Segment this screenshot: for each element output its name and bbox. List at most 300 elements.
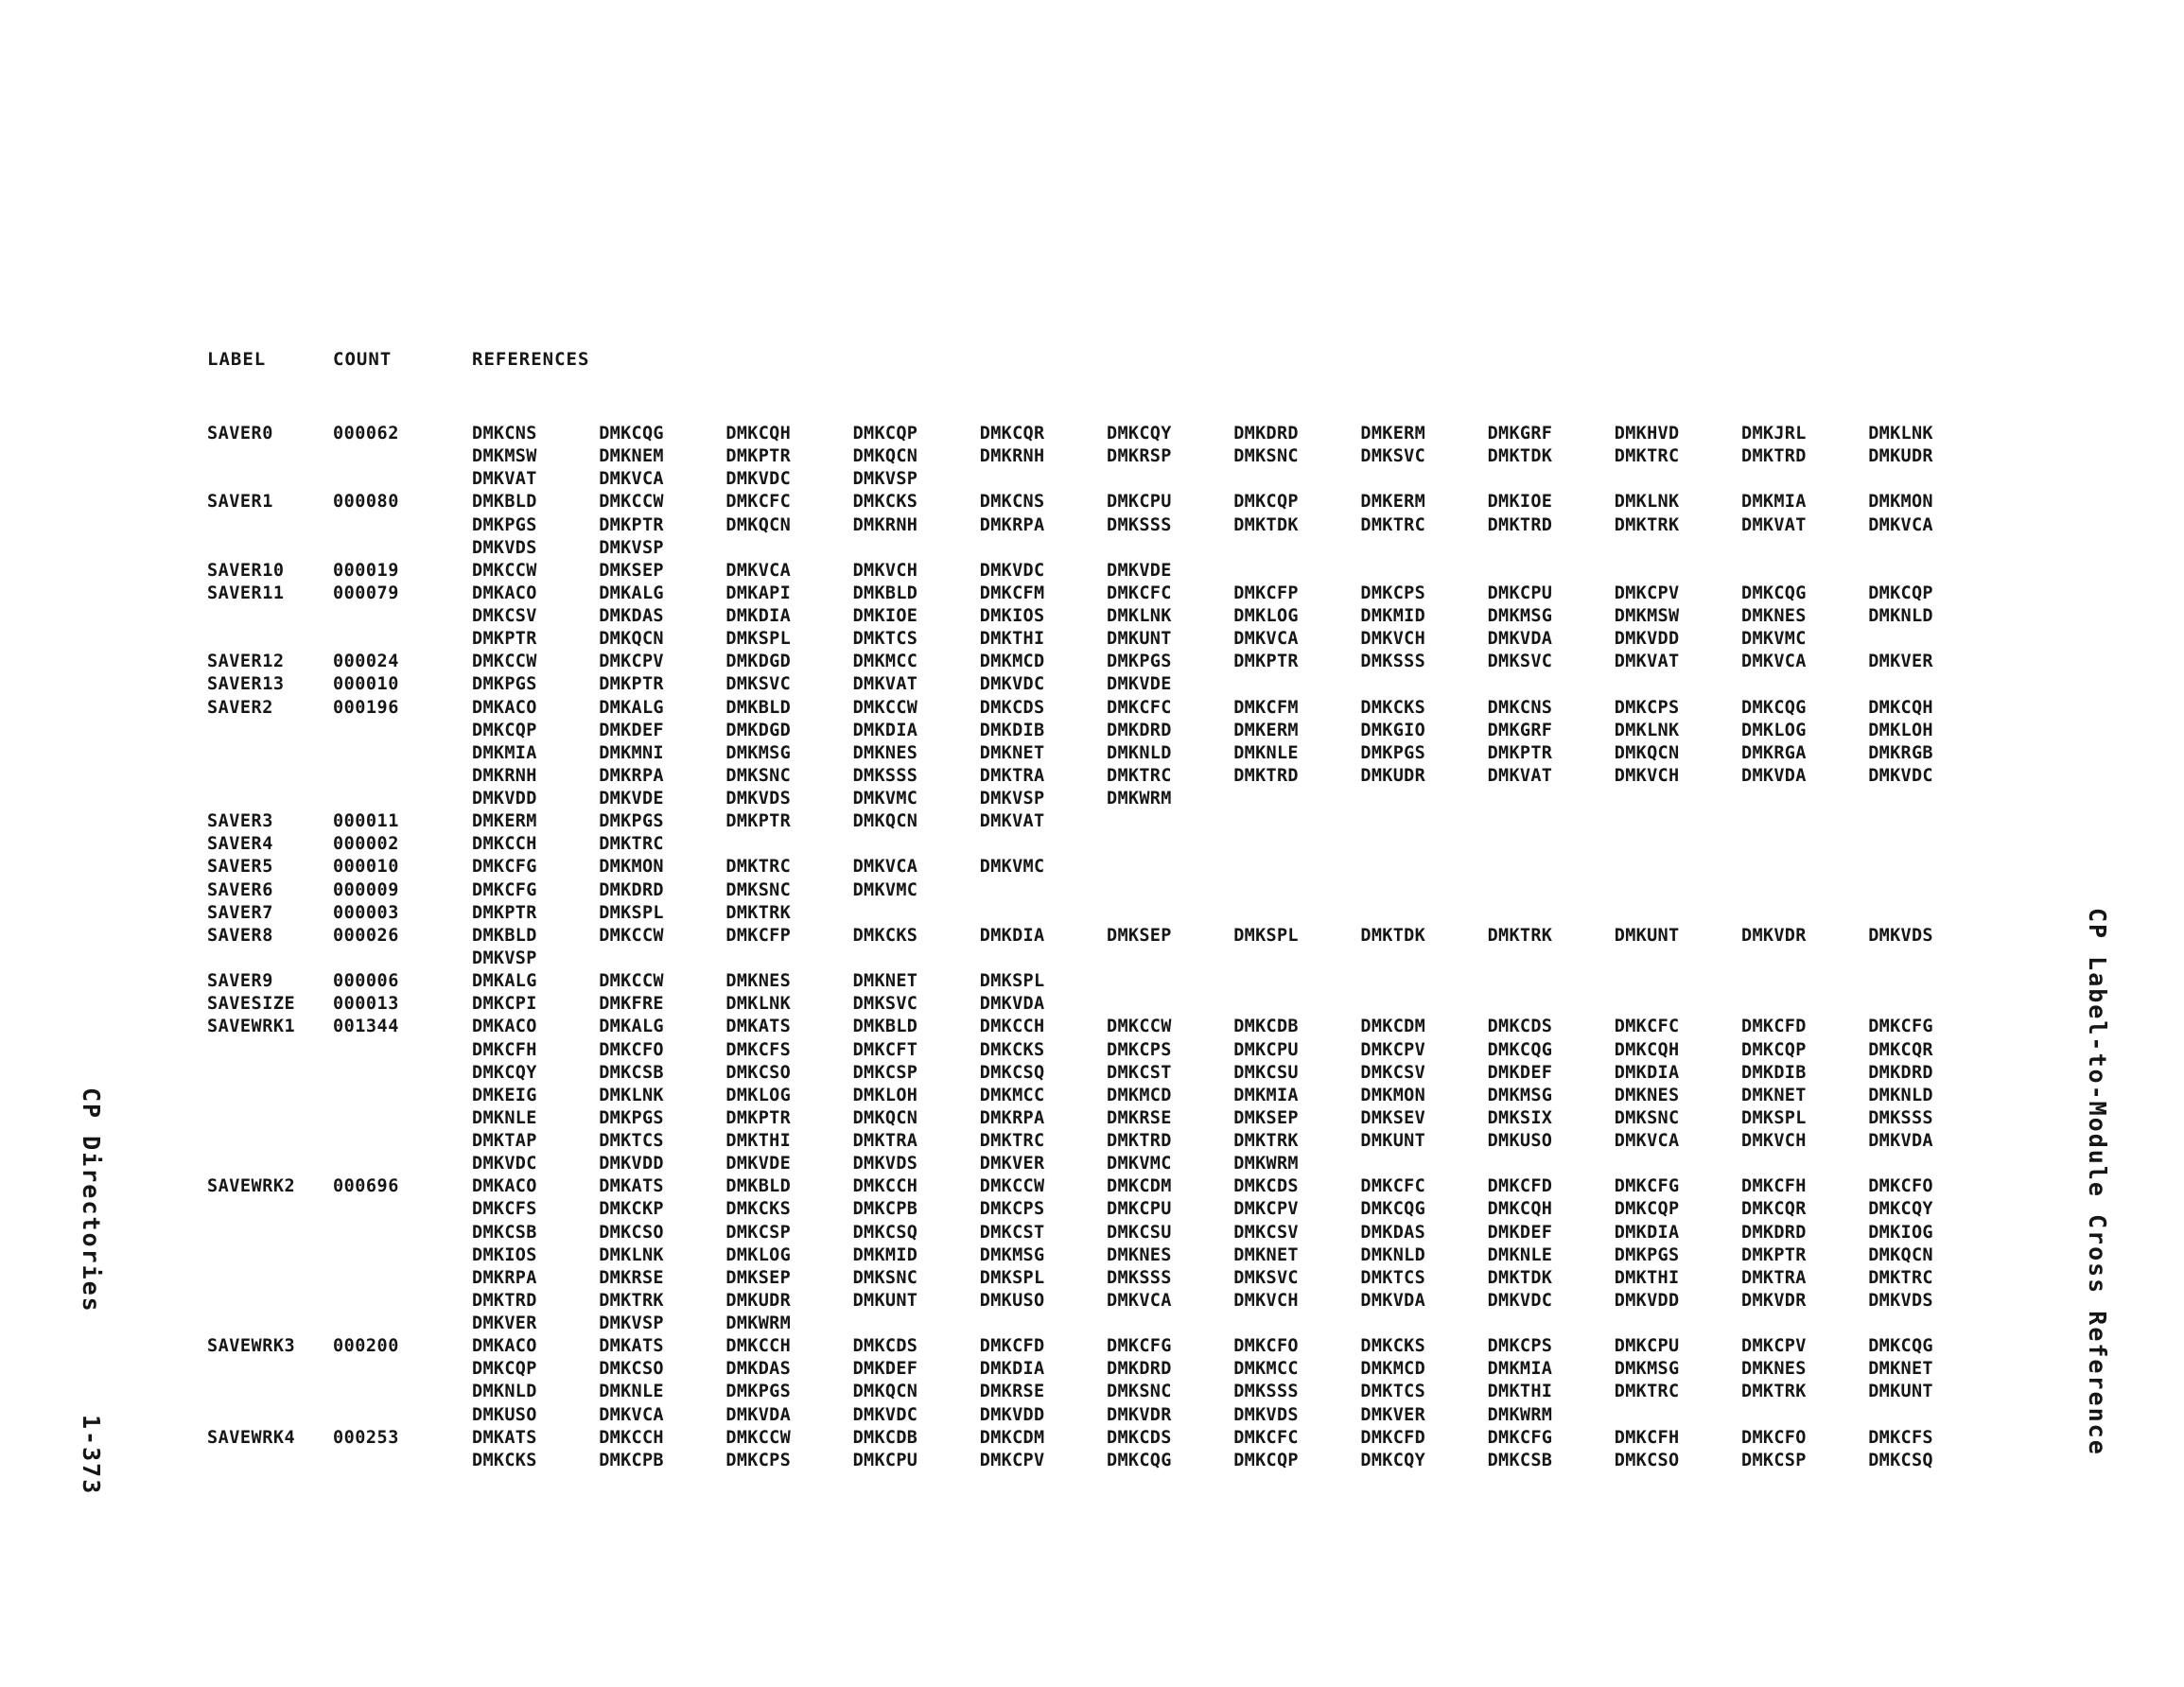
row-count: 000002 — [333, 834, 399, 855]
module-reference: DMKALG — [599, 697, 664, 718]
module-reference: DMKVCH — [1741, 1131, 1807, 1152]
module-reference: DMKTRA — [852, 1131, 918, 1152]
module-reference: DMKVER — [1360, 1404, 1426, 1425]
module-reference: DMKDEF — [599, 720, 664, 740]
module-reference: DMKCQG — [599, 424, 664, 443]
module-reference: DMKDRD — [1868, 1062, 1933, 1083]
module-reference: DMKCPS — [725, 1450, 792, 1470]
module-reference: DMKMSG — [979, 1244, 1045, 1265]
listing-row — [0, 766, 1986, 789]
module-reference: DMKNLE — [472, 1107, 537, 1128]
module-reference: DMKALG — [472, 971, 537, 992]
module-reference: DMKTRC — [1614, 1382, 1680, 1402]
module-reference: DMKMSW — [1614, 606, 1680, 627]
module-reference: DMKCFP — [725, 925, 792, 946]
module-reference: DMKUDR — [1360, 765, 1426, 786]
module-reference: DMKCFD — [1360, 1427, 1426, 1448]
module-reference: DMKTRC — [1107, 765, 1172, 786]
module-reference: DMKERM — [1360, 492, 1426, 513]
module-reference: DMKMSG — [1614, 1359, 1680, 1380]
module-reference: DMKVCH — [1360, 629, 1426, 650]
module-reference: DMKCPU — [852, 1450, 918, 1470]
listing-row — [0, 948, 1986, 971]
module-reference: DMKLOG — [1741, 720, 1807, 740]
module-reference: DMKTHI — [1614, 1267, 1680, 1288]
module-reference: DMKJRL — [1741, 424, 1807, 443]
module-reference: DMKCKP — [599, 1199, 664, 1220]
module-reference: DMKVDD — [1614, 629, 1680, 650]
row-label: SAVER13 — [207, 674, 285, 695]
module-reference: DMKPGS — [599, 1107, 664, 1128]
listing-row — [0, 971, 1986, 994]
module-reference: DMKSNC — [852, 1267, 918, 1288]
module-reference: DMKSNC — [725, 879, 792, 900]
row-label: SAVER1 — [207, 492, 273, 513]
module-reference: DMKVDC — [852, 1404, 918, 1425]
module-reference: DMKHVD — [1614, 424, 1680, 443]
module-reference: DMKCPV — [599, 652, 664, 672]
module-reference: DMKVDD — [599, 1154, 664, 1174]
listing-row — [0, 1017, 1986, 1039]
module-reference: DMKMID — [1360, 606, 1426, 627]
module-reference: DMKTRD — [1487, 514, 1553, 535]
module-reference: DMKRSE — [1107, 1107, 1172, 1128]
module-reference: DMKDRD — [1741, 1222, 1807, 1243]
module-reference: DMKSVC — [725, 674, 792, 695]
module-reference: DMKVSP — [979, 789, 1045, 809]
row-count: 000026 — [333, 925, 399, 946]
module-reference: DMKCCW — [1107, 1017, 1172, 1037]
module-reference: DMKTRC — [599, 834, 664, 855]
module-reference: DMKMCD — [1107, 1085, 1172, 1105]
module-reference: DMKAPI — [725, 583, 792, 603]
module-reference: DMKLNK — [1868, 424, 1933, 443]
listing-row — [0, 743, 1986, 766]
module-reference: DMKLOG — [1233, 606, 1299, 627]
module-reference: DMKCDB — [852, 1427, 918, 1448]
module-reference: DMKCFG — [1487, 1427, 1553, 1448]
module-reference: DMKCFO — [1741, 1427, 1807, 1448]
module-reference: DMKNLD — [472, 1382, 537, 1402]
module-reference: DMKEIG — [472, 1085, 537, 1105]
module-reference: DMKCQH — [1487, 1199, 1553, 1220]
module-reference: DMKNLE — [1487, 1244, 1553, 1265]
module-reference: DMKCFO — [599, 1039, 664, 1060]
module-reference: DMKCSU — [1233, 1062, 1299, 1083]
module-reference: DMKVAT — [852, 674, 918, 695]
module-reference: DMKNES — [1614, 1085, 1680, 1105]
module-reference: DMKVDE — [725, 1154, 792, 1174]
module-reference: DMKBLD — [472, 492, 537, 513]
module-reference: DMKSEV — [1360, 1107, 1426, 1128]
module-reference: DMKVDC — [472, 1154, 537, 1174]
module-reference: DMKALG — [599, 583, 664, 603]
module-reference: DMKNET — [852, 971, 918, 992]
module-reference: DMKTRC — [725, 857, 792, 878]
module-reference: DMKWRM — [1487, 1404, 1553, 1425]
module-reference: DMKNES — [1741, 606, 1807, 627]
module-reference: DMKNET — [1741, 1085, 1807, 1105]
module-reference: DMKRGB — [1868, 742, 1933, 763]
module-reference: DMKIOS — [472, 1244, 537, 1265]
listing-row — [0, 1040, 1986, 1063]
module-reference: DMKCQG — [1868, 1336, 1933, 1357]
row-label: SAVER3 — [207, 811, 273, 832]
module-reference: DMKCSP — [1741, 1450, 1807, 1470]
module-reference: DMKSSS — [1360, 652, 1426, 672]
module-reference: DMKUDR — [1868, 446, 1933, 467]
module-reference: DMKCFT — [852, 1039, 918, 1060]
module-reference: DMKCCH — [725, 1336, 792, 1357]
module-reference: DMKFRE — [599, 994, 664, 1015]
module-reference: DMKCFC — [1107, 583, 1172, 603]
module-reference: DMKTDK — [1233, 514, 1299, 535]
module-reference: DMKVAT — [1487, 765, 1553, 786]
module-reference: DMKPTR — [1487, 742, 1553, 763]
row-label: SAVESIZE — [207, 994, 296, 1015]
module-reference: DMKSEP — [1107, 925, 1172, 946]
module-reference: DMKDIA — [1614, 1222, 1680, 1243]
module-reference: DMKVDA — [979, 994, 1045, 1015]
module-reference: DMKBLD — [725, 697, 792, 718]
row-label: SAVER6 — [207, 879, 273, 900]
module-reference: DMKCPI — [472, 994, 537, 1015]
listing-row — [0, 880, 1986, 903]
module-reference: DMKNLD — [1868, 1085, 1933, 1105]
row-label: SAVER10 — [207, 560, 285, 581]
module-reference: DMKDEF — [1487, 1062, 1553, 1083]
module-reference: DMKQCN — [725, 514, 792, 535]
listing-row — [0, 561, 1986, 583]
module-reference: DMKCDS — [1487, 1017, 1553, 1037]
module-reference: DMKMCC — [1233, 1359, 1299, 1380]
listing-row — [0, 1063, 1986, 1086]
listing-row — [0, 606, 1986, 629]
module-reference: DMKMSW — [472, 446, 537, 467]
module-reference: DMKIOS — [979, 606, 1045, 627]
module-reference: DMKCQP — [1741, 1039, 1807, 1060]
module-reference: DMKWRM — [725, 1313, 792, 1334]
module-reference: DMKCKS — [725, 1199, 792, 1220]
module-reference: DMKLNK — [599, 1085, 664, 1105]
module-reference: DMKSSS — [852, 765, 918, 786]
listing-row — [0, 1382, 1986, 1404]
module-reference: DMKDRD — [1107, 1359, 1172, 1380]
module-reference: DMKQCN — [1868, 1244, 1933, 1265]
module-reference: DMKDIA — [979, 925, 1045, 946]
module-reference: DMKCCW — [599, 971, 664, 992]
module-reference: DMKVDA — [725, 1404, 792, 1425]
module-reference: DMKLNK — [599, 1244, 664, 1265]
row-count: 000009 — [333, 879, 399, 900]
listing-row — [0, 698, 1986, 721]
module-reference: DMKPTR — [725, 446, 792, 467]
module-reference: DMKMIA — [1741, 492, 1807, 513]
module-reference: DMKSPL — [979, 1267, 1045, 1288]
module-reference: DMKUSO — [1487, 1131, 1553, 1152]
row-count: 001344 — [333, 1017, 399, 1037]
module-reference: DMKDGD — [725, 720, 792, 740]
module-reference: DMKTRD — [1233, 765, 1299, 786]
listing-row — [0, 1154, 1986, 1176]
row-count: 000006 — [333, 971, 399, 992]
module-reference: DMKVDE — [1107, 560, 1172, 581]
module-reference: DMKTHI — [725, 1131, 792, 1152]
module-reference: DMKLNK — [725, 994, 792, 1015]
module-reference: DMKTRK — [1614, 514, 1680, 535]
module-reference: DMKMIA — [1487, 1359, 1553, 1380]
module-reference: DMKVCA — [599, 1404, 664, 1425]
module-reference: DMKTRK — [725, 902, 792, 923]
module-reference: DMKCPS — [1487, 1336, 1553, 1357]
module-reference: DMKCCH — [472, 834, 537, 855]
module-reference: DMKTCS — [852, 629, 918, 650]
module-reference: DMKRPA — [472, 1267, 537, 1288]
module-reference: DMKVCA — [725, 560, 792, 581]
module-reference: DMKVER — [472, 1313, 537, 1334]
module-reference: DMKERM — [472, 811, 537, 832]
module-reference: DMKLOG — [725, 1085, 792, 1105]
module-reference: DMKTHI — [1487, 1382, 1553, 1402]
module-reference: DMKVDA — [1741, 765, 1807, 786]
module-reference: DMKMIA — [472, 742, 537, 763]
module-reference: DMKCFD — [1741, 1017, 1807, 1037]
listing-row — [0, 857, 1986, 879]
module-reference: DMKTRK — [1233, 1131, 1299, 1152]
module-reference: DMKCCW — [852, 697, 918, 718]
module-reference: DMKCSO — [725, 1062, 792, 1083]
module-reference: DMKMIA — [1233, 1085, 1299, 1105]
module-reference: DMKCQY — [1868, 1199, 1933, 1220]
module-reference: DMKCQP — [472, 720, 537, 740]
row-count: 000003 — [333, 902, 399, 923]
module-reference: DMKIOE — [852, 606, 918, 627]
module-reference: DMKSPL — [1741, 1107, 1807, 1128]
module-reference: DMKCFC — [1360, 1176, 1426, 1197]
row-label: SAVER5 — [207, 857, 273, 878]
listing-row — [0, 1359, 1986, 1382]
module-reference: DMKPGS — [1107, 652, 1172, 672]
module-reference: DMKCQG — [1741, 583, 1807, 603]
module-reference: DMKPTR — [1741, 1244, 1807, 1265]
module-reference: DMKCCW — [599, 925, 664, 946]
module-reference: DMKCPU — [1107, 492, 1172, 513]
module-reference: DMKCSB — [1487, 1450, 1553, 1470]
module-reference: DMKCQG — [1741, 697, 1807, 718]
module-reference: DMKVCA — [599, 469, 664, 490]
page-number: 1-373 — [78, 1414, 105, 1496]
listing-row — [0, 834, 1986, 857]
module-reference: DMKCSQ — [852, 1222, 918, 1243]
module-reference: DMKCPS — [979, 1199, 1045, 1220]
module-reference: DMKCCH — [979, 1017, 1045, 1037]
module-reference: DMKCDS — [979, 697, 1045, 718]
module-reference: DMKGIO — [1360, 720, 1426, 740]
module-reference: DMKSVC — [1233, 1267, 1299, 1288]
module-reference: DMKPGS — [472, 674, 537, 695]
module-reference: DMKDEF — [852, 1359, 918, 1380]
module-reference: DMKCFO — [1233, 1336, 1299, 1357]
module-reference: DMKRPA — [599, 765, 664, 786]
row-count: 000011 — [333, 811, 399, 832]
module-reference: DMKCFS — [725, 1039, 792, 1060]
module-reference: DMKCFG — [1107, 1336, 1172, 1357]
module-reference: DMKDRD — [599, 879, 664, 900]
module-reference: DMKPGS — [1614, 1244, 1680, 1265]
module-reference: DMKVDS — [1868, 1290, 1933, 1311]
row-label: SAVER0 — [207, 424, 273, 443]
module-reference: DMKPGS — [725, 1382, 792, 1402]
listing-row — [0, 583, 1986, 606]
module-reference: DMKQCN — [852, 1107, 918, 1128]
module-reference: DMKTRD — [472, 1290, 537, 1311]
module-reference: DMKCFD — [979, 1336, 1045, 1357]
module-reference: DMKCSB — [599, 1062, 664, 1083]
listing-row — [0, 994, 1986, 1017]
module-reference: DMKUNT — [1868, 1382, 1933, 1402]
module-reference: DMKVCA — [1868, 514, 1933, 535]
section-name: CP Directories — [78, 1087, 105, 1313]
module-reference: DMKCPV — [1741, 1336, 1807, 1357]
module-reference: DMKCQP — [1233, 1450, 1299, 1470]
module-reference: DMKSVC — [1360, 446, 1426, 467]
module-reference: DMKVAT — [979, 811, 1045, 832]
module-reference: DMKVDR — [1741, 925, 1807, 946]
listing-row — [0, 1313, 1986, 1336]
module-reference: DMKDAS — [725, 1359, 792, 1380]
row-label: SAVER4 — [207, 834, 273, 855]
module-reference: DMKVMC — [1741, 629, 1807, 650]
module-reference: DMKSSS — [1868, 1107, 1933, 1128]
module-reference: DMKCPV — [1360, 1039, 1426, 1060]
listing-row — [0, 789, 1986, 811]
module-reference: DMKATS — [599, 1336, 664, 1357]
module-reference: DMKCKS — [472, 1450, 537, 1470]
module-reference: DMKCQG — [1107, 1450, 1172, 1470]
module-reference: DMKACO — [472, 583, 537, 603]
listing-row — [0, 1176, 1986, 1199]
module-reference: DMKCQP — [1868, 583, 1933, 603]
module-reference: DMKTCS — [599, 1131, 664, 1152]
module-reference: DMKVAT — [1741, 514, 1807, 535]
module-reference: DMKCFG — [1868, 1017, 1933, 1037]
module-reference: DMKCPS — [1107, 1039, 1172, 1060]
module-reference: DMKUDR — [725, 1290, 792, 1311]
listing-row — [0, 1131, 1986, 1154]
module-reference: DMKSSS — [1107, 1267, 1172, 1288]
row-count: 000253 — [333, 1427, 399, 1448]
module-reference: DMKCSO — [1614, 1450, 1680, 1470]
row-count: 000019 — [333, 560, 399, 581]
module-reference: DMKTHI — [979, 629, 1045, 650]
module-reference: DMKCFC — [1614, 1017, 1680, 1037]
listing-row — [0, 1291, 1986, 1313]
module-reference: DMKVDS — [1233, 1404, 1299, 1425]
listing-row — [0, 515, 1986, 538]
listing-row — [0, 811, 1986, 834]
module-reference: DMKATS — [725, 1017, 792, 1037]
module-reference: DMKVCA — [1614, 1131, 1680, 1152]
module-reference: DMKSNC — [725, 765, 792, 786]
module-reference: DMKSSS — [1107, 514, 1172, 535]
module-reference: DMKRNH — [852, 514, 918, 535]
module-reference: DMKRNH — [472, 765, 537, 786]
module-reference: DMKDIB — [979, 720, 1045, 740]
listing-row — [0, 1223, 1986, 1245]
module-reference: DMKVAT — [1614, 652, 1680, 672]
module-reference: DMKCNS — [979, 492, 1045, 513]
module-reference: DMKDAS — [599, 606, 664, 627]
module-reference: DMKPTR — [599, 674, 664, 695]
module-reference: DMKNET — [979, 742, 1045, 763]
module-reference: DMKRSP — [1107, 446, 1172, 467]
module-reference: DMKTRK — [1741, 1382, 1807, 1402]
module-reference: DMKMCC — [852, 652, 918, 672]
row-count: 000079 — [333, 583, 399, 603]
module-reference: DMKPTR — [599, 514, 664, 535]
module-reference: DMKVDD — [1614, 1290, 1680, 1311]
module-reference: DMKCDM — [1107, 1176, 1172, 1197]
module-reference: DMKCFM — [1233, 697, 1299, 718]
row-label: SAVER12 — [207, 652, 285, 672]
page-footer — [78, 1087, 105, 1495]
module-reference: DMKSPL — [725, 629, 792, 650]
module-reference: DMKDIA — [725, 606, 792, 627]
module-reference: DMKCPU — [1614, 1336, 1680, 1357]
module-reference: DMKVCA — [852, 857, 918, 878]
module-reference: DMKCFS — [472, 1199, 537, 1220]
module-reference: DMKVER — [1868, 652, 1933, 672]
module-reference: DMKRPA — [979, 514, 1045, 535]
module-reference: DMKVSP — [472, 948, 537, 968]
listing-row — [0, 1336, 1986, 1359]
module-reference: DMKVDD — [472, 789, 537, 809]
module-reference: DMKNLE — [1233, 742, 1299, 763]
module-reference: DMKVDR — [1107, 1404, 1172, 1425]
module-reference: DMKVDA — [1360, 1290, 1426, 1311]
module-reference: DMKQCN — [852, 1382, 918, 1402]
module-reference: DMKCCH — [599, 1427, 664, 1448]
module-reference: DMKVDS — [852, 1154, 918, 1174]
module-reference: DMKVDS — [1868, 925, 1933, 946]
listing-row — [0, 1405, 1986, 1428]
module-reference: DMKIOE — [1487, 492, 1553, 513]
module-reference: DMKCQH — [1868, 697, 1933, 718]
module-reference: DMKRNH — [979, 446, 1045, 467]
module-reference: DMKTRA — [979, 765, 1045, 786]
module-reference: DMKPTR — [1233, 652, 1299, 672]
module-reference: DMKCQH — [725, 424, 792, 443]
module-reference: DMKQCN — [599, 629, 664, 650]
module-reference: DMKCFH — [1741, 1176, 1807, 1197]
module-reference: DMKSNC — [1614, 1107, 1680, 1128]
module-reference: DMKVDR — [1741, 1290, 1807, 1311]
module-reference: DMKNLD — [1107, 742, 1172, 763]
module-reference: DMKCFG — [472, 879, 537, 900]
module-reference: DMKRSE — [979, 1382, 1045, 1402]
module-reference: DMKDRD — [1233, 424, 1299, 443]
module-reference: DMKVMC — [1107, 1154, 1172, 1174]
module-reference: DMKNET — [1233, 1244, 1299, 1265]
module-reference: DMKCQY — [472, 1062, 537, 1083]
module-reference: DMKVDC — [1487, 1290, 1553, 1311]
module-reference: DMKCST — [979, 1222, 1045, 1243]
module-reference: DMKVMC — [979, 857, 1045, 878]
module-reference: DMKCFC — [1233, 1427, 1299, 1448]
module-reference: DMKTRC — [1360, 514, 1426, 535]
module-reference: DMKCNS — [1487, 697, 1553, 718]
module-reference: DMKCDM — [979, 1427, 1045, 1448]
